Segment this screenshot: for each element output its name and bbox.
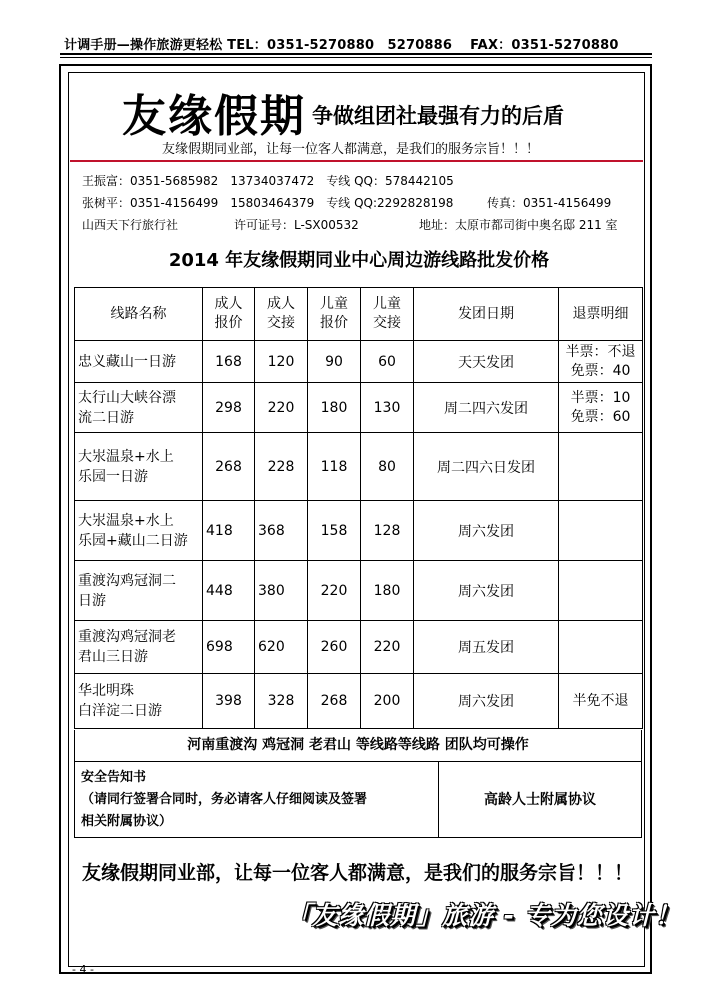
departure-days: 周二四六日发团 — [414, 433, 559, 501]
adult-settle: 620 — [255, 621, 308, 674]
refund-detail — [559, 561, 643, 621]
departure-days: 周六发团 — [414, 561, 559, 621]
agency-name: 山西天下行旅行社 — [82, 218, 179, 232]
header-child-settle: 儿童 交接 — [361, 288, 414, 341]
route-name: 忠义藏山一日游 — [75, 341, 203, 383]
safety-notice-title: 安全告知书 — [81, 770, 147, 785]
route-name: 大汖温泉+水上 乐园一日游 — [75, 433, 203, 501]
header-route: 线路名称 — [75, 288, 203, 341]
child-quote: 90 — [308, 341, 361, 383]
route-name: 重渡沟鸡冠洞二 日游 — [75, 561, 203, 621]
table-title: 2014 年友缘假期同业中心周边游线路批发价格 — [168, 250, 550, 271]
price-table — [74, 287, 643, 729]
refund-detail — [559, 621, 643, 674]
brand-sub-slogan: 友缘假期同业部，让每一位客人都满意，是我们的服务宗旨！！！ — [162, 142, 540, 157]
adult-quote: 298 — [203, 383, 255, 433]
safety-notice-text-2: 相关附属协议） — [81, 814, 173, 829]
contact-line-2: 张树平：0351-4156499 15803464379 专线 QQ:2292828198 — [82, 196, 454, 210]
header-rule-thin — [60, 57, 652, 58]
child-settle: 220 — [361, 621, 414, 674]
brand-logo: 友缘假期 — [122, 91, 306, 142]
table-header-row — [75, 288, 643, 341]
safety-notice-text: （请同行签署合同时，务必请客人仔细阅读及签署 — [81, 792, 368, 807]
brand-slogan: 争做组团社最强有力的后盾 — [312, 104, 564, 128]
header-adult-settle: 成人 交接 — [255, 288, 308, 341]
header-refund: 退票明细 — [559, 288, 643, 341]
header-contact-line: 计调手册—操作旅游更轻松 TEL：0351-5270880 5270886 FAX：0351-5270880 — [64, 38, 619, 53]
header-departure: 发团日期 — [414, 288, 559, 341]
table-row — [75, 433, 643, 501]
senior-agreement: 高龄人士附属协议 — [438, 762, 642, 838]
header-adult-quote: 成人 报价 — [203, 288, 255, 341]
child-quote: 220 — [308, 561, 361, 621]
child-quote: 260 — [308, 621, 361, 674]
divider-red — [70, 160, 643, 162]
adult-settle: 220 — [255, 383, 308, 433]
adult-settle: 368 — [255, 501, 308, 561]
route-name: 大汖温泉+水上 乐园+藏山二日游 — [75, 501, 203, 561]
child-settle: 130 — [361, 383, 414, 433]
table-row — [75, 341, 643, 383]
service-motto: 友缘假期同业部，让每一位客人都满意，是我们的服务宗旨！！！ — [82, 862, 634, 884]
child-quote: 180 — [308, 383, 361, 433]
page-header — [60, 32, 652, 54]
child-quote: 268 — [308, 674, 361, 729]
table-row — [75, 501, 643, 561]
adult-quote: 398 — [203, 674, 255, 729]
contact-line-1: 王振富：0351-5685982 13734037472 专线 QQ：578442105 — [82, 174, 454, 188]
child-settle: 128 — [361, 501, 414, 561]
child-quote: 158 — [308, 501, 361, 561]
safety-notice — [74, 762, 439, 838]
departure-days: 周六发团 — [414, 501, 559, 561]
route-name: 太行山大峡谷漂 流二日游 — [75, 383, 203, 433]
refund-detail: 半免不退 — [559, 674, 643, 729]
departure-days: 周二四六发团 — [414, 383, 559, 433]
contact-fax: 传真：0351-4156499 — [487, 196, 612, 210]
header-rule — [60, 53, 652, 55]
adult-settle: 328 — [255, 674, 308, 729]
table-row — [75, 674, 643, 729]
route-name: 华北明珠 白洋淀二日游 — [75, 674, 203, 729]
child-settle: 180 — [361, 561, 414, 621]
adult-quote: 268 — [203, 433, 255, 501]
child-settle: 200 — [361, 674, 414, 729]
refund-detail: 半票：10 免票：60 — [559, 383, 643, 433]
adult-settle: 380 — [255, 561, 308, 621]
table-row — [75, 621, 643, 674]
departure-days: 天天发团 — [414, 341, 559, 383]
adult-quote: 168 — [203, 341, 255, 383]
child-settle: 60 — [361, 341, 414, 383]
agency-address: 地址：太原市都司街中奥名邸 211 室 — [419, 218, 618, 232]
adult-quote: 418 — [203, 501, 255, 561]
refund-detail: 半票：不退 免票：40 — [559, 341, 643, 383]
adult-quote: 448 — [203, 561, 255, 621]
adult-settle: 228 — [255, 433, 308, 501]
refund-detail — [559, 433, 643, 501]
departure-days: 周五发团 — [414, 621, 559, 674]
table-row — [75, 561, 643, 621]
departure-days: 周六发团 — [414, 674, 559, 729]
header-child-quote: 儿童 报价 — [308, 288, 361, 341]
table-row — [75, 383, 643, 433]
page-number: - 4 - — [72, 963, 94, 976]
operable-routes-note: 河南重渡沟 鸡冠洞 老君山 等线路等线路 团队均可操作 — [74, 730, 642, 762]
brand-banner: 「友缘假期」旅游 - 专为您设计！ — [286, 896, 610, 934]
adult-quote: 698 — [203, 621, 255, 674]
license-number: 许可证号：L-SX00532 — [234, 218, 359, 232]
child-quote: 118 — [308, 433, 361, 501]
child-settle: 80 — [361, 433, 414, 501]
refund-detail — [559, 501, 643, 561]
adult-settle: 120 — [255, 341, 308, 383]
route-name: 重渡沟鸡冠洞老 君山三日游 — [75, 621, 203, 674]
